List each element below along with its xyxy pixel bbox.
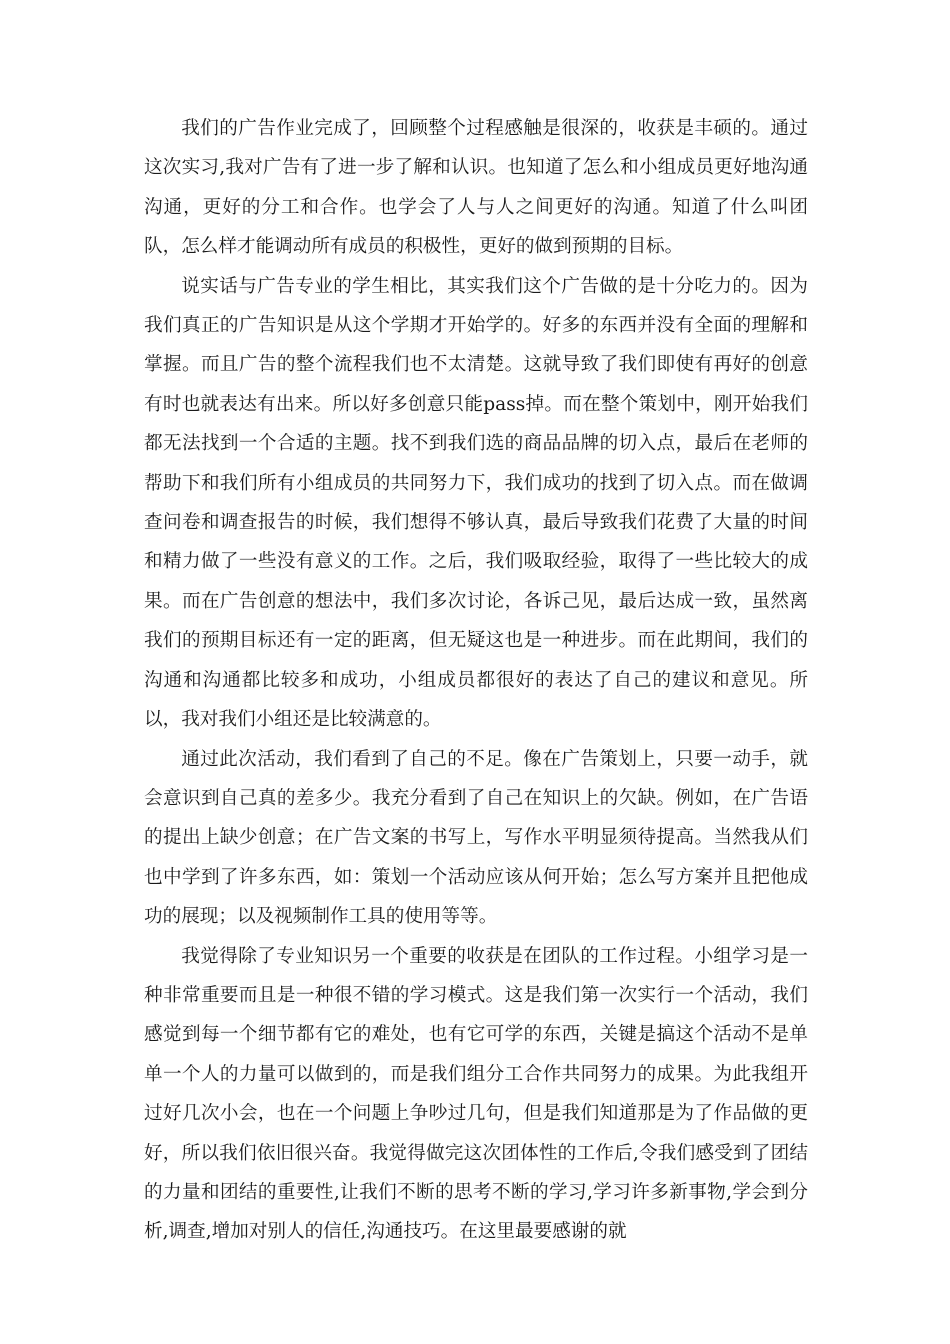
paragraph-shortcomings: 通过此次活动，我们看到了自己的不足。像在广告策划上，只要一动手，就会意识到自己真的差多少。我充分看到了自己在知识上的欠缺。例如，在广告语的提出上缺少创意；在广告文案的书写上，写作水平明显须待提高。当然我从们也中学到了许多东西，如：策划一个活动应该从何开始；怎么写方案并且把他成功的展现；以及视频制作工具的使用等等。 — [144, 748, 808, 928]
paragraph-difficulties: 说实话与广告专业的学生相比，其实我们这个广告做的是十分吃力的。因为我们真正的广告知识是从这个学期才开始学的。好多的东西并没有全面的理解和掌握。而且广告的整个流程我们也不太清楚。这就导致了我们即使有再好的创意有时也就表达有出来。所以好多创意只能pass掉。而在整个策划中，刚开始我们都无法找到一个合适的主题。找不到我们选的商品品牌的切入点，最后在老师的帮助下和我们所有小组成员的共同努力下，我们成功的找到了切入点。而在做调查问卷和调查报告的时候，我们想得不够认真，最后导致我们花费了大量的时间和精力做了一些没有意义的工作。之后，我们吸取经验，取得了一些比较大的成果。而在广告创意的想法中，我们多次讨论，各诉己见，最后达成一致，虽然离我们的预期目标还有一定的距离，但无疑这也是一种进步。而在此期间，我们的沟通和沟通都比较多和成功，小组成员都很好的表达了自己的建议和意见。所以，我对我们小组还是比较满意的。 — [144, 275, 808, 731]
document-body — [144, 109, 808, 1252]
paragraph-teamwork: 我觉得除了专业知识另一个重要的收获是在团队的工作过程。小组学习是一种非常重要而且是一种很不错的学习模式。这是我们第一次实行一个活动，我们感觉到每一个细节都有它的难处，也有它可学的东西，关键是搞这个活动不是单单一个人的力量可以做到的，而是我们组分工合作共同努力的成果。为此我组开过好几次小会，也在一个问题上争吵过几句，但是我们知道那是为了作品做的更好，所以我们依旧很兴奋。我觉得做完这次团体性的工作后,令我们感受到了团结的力量和团结的重要性,让我们不断的思考不断的学习,学习许多新事物,学会到分析,调查,增加对别人的信任,沟通技巧。在这里最要感谢的就 — [144, 945, 808, 1243]
paragraph-reflection-summary: 我们的广告作业完成了，回顾整个过程感触是很深的，收获是丰硕的。通过这次实习,我对广告有了进一步了解和认识。也知道了怎么和小组成员更好地沟通沟通，更好的分工和合作。也学会了人与人之间更好的沟通。知道了什么叫团队，怎么样才能调动所有成员的积极性，更好的做到预期的目标。 — [144, 118, 808, 258]
